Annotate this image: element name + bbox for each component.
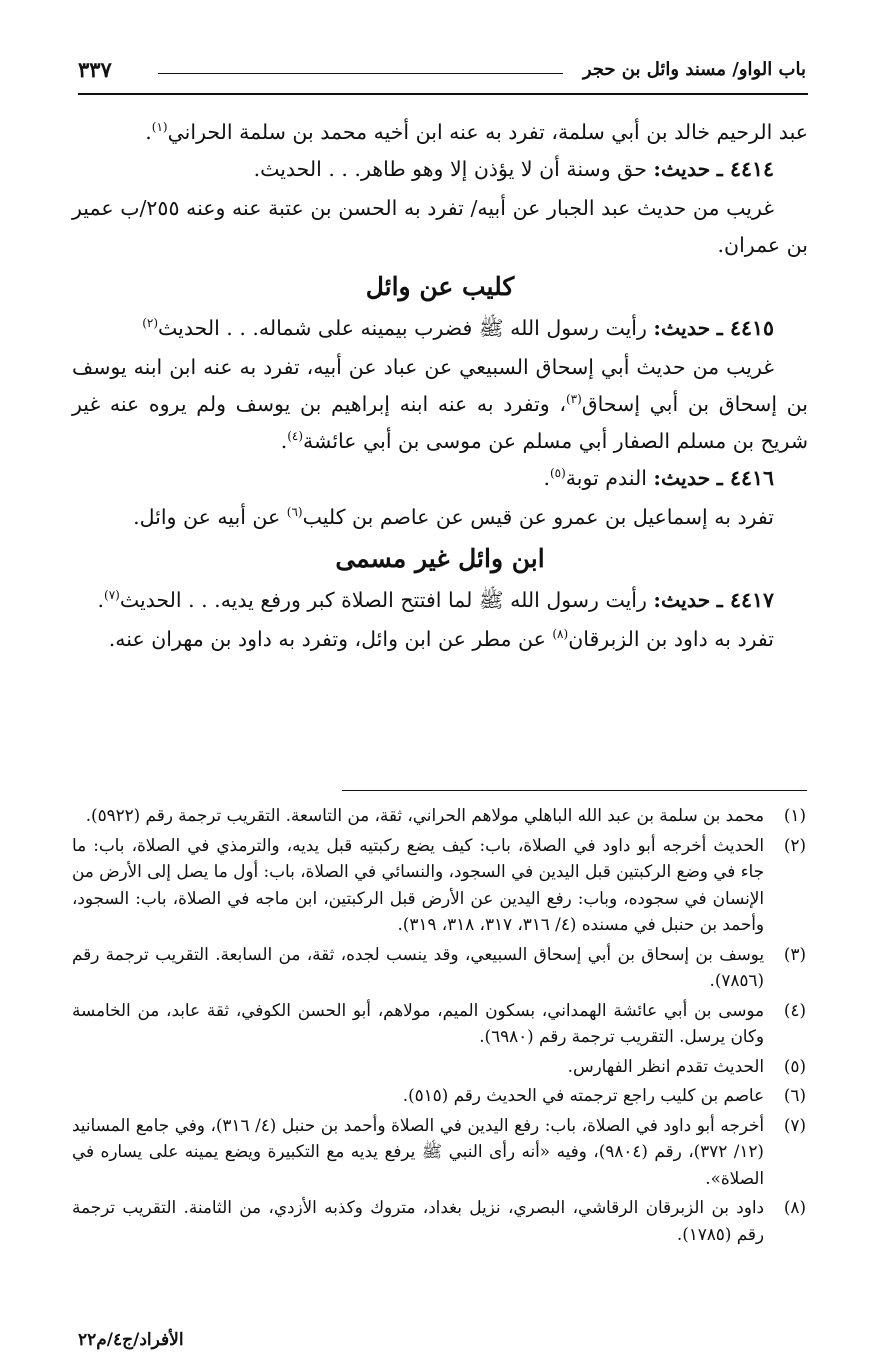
- hadith-4414: [72, 151, 808, 188]
- page-number: ٣٣٧: [78, 57, 112, 82]
- footnote-item: [72, 997, 808, 1050]
- paragraph-text: ، وتفرد به عنه ابنه إبراهيم بن يوسف ولم يروه عنه غير شريح بن مسلم الصفار أبي مسلم عن موسى بن أبي عائشة: [72, 392, 808, 453]
- footnote-number: (٥): [783, 1055, 806, 1076]
- footnote-number: (٣): [783, 943, 806, 964]
- paragraph: [72, 499, 808, 536]
- paragraph-text: تفرد به إسماعيل بن عمرو عن قيس عن عاصم بن كليب: [302, 505, 774, 529]
- footnote-item: [72, 802, 808, 829]
- hadith-label: حديث:: [653, 316, 711, 340]
- footnote-ref[interactable]: (٤): [287, 429, 304, 444]
- hadith-4417: ٤٤١٧ ـ حديث: رأيت رسول الله ﷺ لما افتتح الصلاة كبر ورفع يديه. . . الحديث$^{(٧)}$.: [97, 588, 774, 612]
- paragraph-text: تفرد به داود بن الزبرقان: [568, 627, 774, 651]
- hadith-label: حديث:: [653, 157, 711, 181]
- footnote-ref[interactable]: (٧): [104, 588, 120, 603]
- header-title: باب الواو/ مسند وائل بن حجر: [582, 59, 806, 80]
- footnote-number: (٦): [783, 1085, 806, 1105]
- footnote-number: (٤): [783, 999, 806, 1020]
- footnote-item: [72, 832, 808, 938]
- footnote-item: [72, 1194, 808, 1247]
- hadith-label: حديث:: [653, 466, 711, 490]
- paragraph-text: عن أبيه عن وائل.: [133, 505, 287, 529]
- footnote-ref[interactable]: (٣): [565, 392, 582, 407]
- paragraph-text: عبد الرحيم خالد بن أبي سلمة، تفرد به عنه ابن أخيه محمد بن سلمة الحراني: [167, 120, 808, 144]
- footnote-ref[interactable]: (١): [151, 120, 168, 135]
- footnotes: [72, 802, 808, 1250]
- footnote-text: يوسف بن إسحاق بن أبي إسحاق السبيعي، وقد ينسب لجده، ثقة، من السابعة. التقريب ترجمة رقم (٧٨٥٦).: [72, 943, 764, 990]
- header-rule: [78, 93, 808, 95]
- hadith-number: ٤٤١٤ ـ: [716, 157, 774, 181]
- paragraph: عبد الرحيم خالد بن أبي سلمة، تفرد به عنه ابن أخيه محمد بن سلمة الحراني$^{(١)}$.: [145, 120, 808, 144]
- footnote-text: داود بن الزبرقان الرقاشي، البصري، نزيل بغداد، متروك وكذبه الأزدي، من الثامنة. التقريب ترجمة رقم (١٧٨٥).: [72, 1197, 764, 1244]
- hadith-4415: [72, 310, 808, 347]
- running-header: [78, 55, 806, 91]
- footnote-item: [72, 1053, 808, 1080]
- hadith-4416: ٤٤١٦ ـ حديث: الندم توبة$^{(٥)}$.: [543, 466, 774, 490]
- footnote-item: [72, 1112, 808, 1192]
- footnote-ref[interactable]: (٨): [552, 627, 569, 642]
- hadith-text: رأيت رسول الله ﷺ لما افتتح الصلاة كبر ورفع يديه. . . الحديث: [119, 588, 647, 612]
- hadith-number: ٤٤١٦ ـ: [716, 466, 774, 490]
- hadith-number: ٤٤١٧ ـ: [716, 588, 774, 612]
- footnote-number: (٧): [783, 1114, 806, 1135]
- hadith-label: حديث:: [653, 588, 711, 612]
- footnote-number: (٢): [783, 834, 806, 855]
- paragraph-text: غريب من حديث أبي إسحاق السبيعي عن عباد عن أبيه، تفرد به عنه ابن ابنه يوسف بن إسحاق بن أبي إسحاق: [72, 355, 808, 416]
- main-text: [72, 114, 808, 658]
- footnote-item: [72, 1082, 808, 1109]
- hadith-text: حق وسنة أن لا يؤذن إلا وهو طاهر. . . الحديث.: [253, 157, 647, 181]
- paragraph: غريب من حديث عبد الجبار عن أبيه/ تفرد به الحسن بن عتبة عنه وعنه ٢٥٥/ب عمير بن عمران.: [72, 196, 808, 257]
- section-heading: ابن وائل غير مسمى: [335, 544, 545, 573]
- hadith-text: رأيت رسول الله ﷺ فضرب بيمينه على شماله. . . الحديث: [158, 316, 647, 340]
- footnote-number: (١): [783, 805, 806, 825]
- footnote-ref[interactable]: (٦): [286, 505, 303, 520]
- footnote-text: عاصم بن كليب راجع ترجمته في الحديث رقم (٥١٥).: [402, 1085, 764, 1105]
- section-heading: كليب عن وائل: [365, 272, 515, 301]
- footnote-text: الحديث تقدم انظر الفهارس.: [567, 1055, 764, 1076]
- footnote-text: الحديث أخرجه أبو داود في الصلاة، باب: كيف يضع ركبتيه قبل يديه، والترمذي في الصلاة، باب: ما جاء في وضع الركبتين قبل اليدين في السجود، والنسائي في الصلاة، باب: أول ما يصل إلى الأرض من الإنسان في سجوده، وباب: رفع اليدين عن الأرض قبل الركبتين، ابن ماجه في الصلاة، باب: السجود، وأحمد بن حنبل في مسنده (٤/ ٣١٦، ٣١٧، ٣١٨، ٣١٩).: [72, 834, 764, 934]
- footnote-separator: [342, 790, 807, 791]
- hadith-text: الندم توبة: [565, 466, 647, 490]
- footnote-ref[interactable]: (٢): [142, 316, 159, 331]
- paragraph: غريب من حديث أبي إسحاق السبيعي عن عباد عن أبيه، تفرد به عنه ابن ابنه يوسف بن إسحاق بن أبي إسحاق$^{(٣)}$، وتفرد به عنه ابنه إبراهيم بن يوسف ولم يروه عنه غير شريح بن مسلم الصفار أبي مسلم عن موسى بن أبي عائشة$^{(٤)}$.: [72, 355, 808, 453]
- paragraph-text: عن مطر عن ابن وائل، وتفرد به داود بن مهران عنه.: [108, 627, 553, 651]
- header-fill-line: [158, 73, 563, 74]
- paragraph: [72, 621, 808, 658]
- footnote-text: محمد بن سلمة بن عبد الله الباهلي مولاهم الحراني، ثقة، من التاسعة. التقريب ترجمة رقم (٥٩٢٢).: [85, 805, 764, 825]
- footnote-ref[interactable]: (٥): [549, 466, 566, 481]
- footnote-text: أخرجه أبو داود في الصلاة، باب: رفع اليدين في الصلاة وأحمد بن حنبل (٤/ ٣١٦)، وفي جامع المسانيد (١٢/ ٣٧٢)، رقم (٩٨٠٤)، وفيه «أنه رأى النبي ﷺ يرفع يديه مع التكبيرة ويضع يمينه على يساره في الصلاة».: [72, 1114, 764, 1188]
- footnote-number: (٨): [783, 1197, 806, 1217]
- signature-mark: الأفراد/ج٤/م٢٢: [78, 1330, 184, 1350]
- footnote-text: موسى بن أبي عائشة الهمداني، بسكون الميم، مولاهم، أبو الحسن الكوفي، ثقة عابد، من الخامسة وكان يرسل. التقريب ترجمة رقم (٦٩٨٠).: [72, 999, 764, 1046]
- footnote-item: [72, 941, 808, 994]
- hadith-number: ٤٤١٥ ـ: [716, 316, 774, 340]
